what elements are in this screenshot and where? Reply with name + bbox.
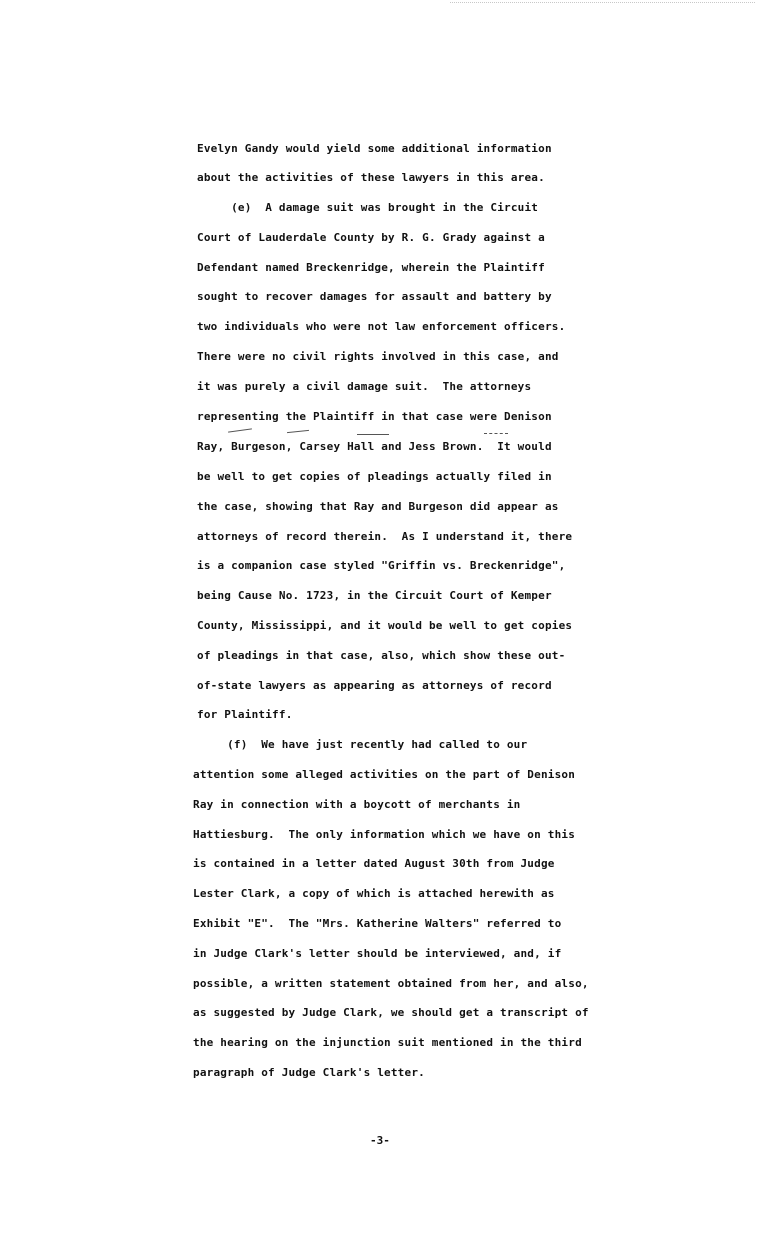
scan-edge-rule	[450, 2, 755, 3]
text-line: Exhibit "E". The "Mrs. Katherine Walters" referred to	[193, 917, 562, 930]
text-line: in Judge Clark's letter should be interviewed, and, if	[193, 947, 562, 960]
page-number: -3-	[370, 1134, 390, 1147]
text-line: as suggested by Judge Clark, we should get a transcript of	[193, 1006, 589, 1019]
text-line: County, Mississippi, and it would be well to get copies	[197, 619, 573, 632]
text-line: sought to recover damages for assault and battery by	[197, 290, 552, 303]
text-line: about the activities of these lawyers in this area.	[197, 171, 545, 184]
handwritten-underline-mark	[484, 433, 508, 434]
text-line: possible, a written statement obtained from her, and also,	[193, 977, 589, 990]
text-line: for Plaintiff.	[197, 708, 293, 721]
text-line: being Cause No. 1723, in the Circuit Court of Kemper	[197, 589, 552, 602]
text-line: (e) A damage suit was brought in the Circuit	[197, 201, 539, 214]
text-line: is a companion case styled "Griffin vs. Breckenridge",	[197, 559, 566, 572]
text-line: (f) We have just recently had called to our	[193, 738, 528, 751]
text-line: Evelyn Gandy would yield some additional information	[197, 142, 552, 155]
text-line: attention some alleged activities on the part of Denison	[193, 768, 576, 781]
text-line: the case, showing that Ray and Burgeson did appear as	[197, 500, 559, 513]
text-line: There were no civil rights involved in this case, and	[197, 350, 559, 363]
text-line: the hearing on the injunction suit mentioned in the third	[193, 1036, 582, 1049]
handwritten-underline-mark	[357, 434, 389, 435]
text-line: of-state lawyers as appearing as attorneys of record	[197, 679, 552, 692]
text-line: representing the Plaintiff in that case were Denison	[197, 410, 552, 423]
text-line: paragraph of Judge Clark's letter.	[193, 1066, 425, 1079]
text-line: is contained in a letter dated August 30th from Judge	[193, 857, 555, 870]
text-line: it was purely a civil damage suit. The attorneys	[197, 380, 532, 393]
text-line: two individuals who were not law enforcement officers.	[197, 320, 566, 333]
text-line: Ray in connection with a boycott of merchants in	[193, 798, 521, 811]
handwritten-underline-mark	[287, 430, 309, 433]
text-line: Ray, Burgeson, Carsey Hall and Jess Brown. It would	[197, 440, 552, 453]
handwritten-underline-mark	[228, 428, 252, 432]
text-line: be well to get copies of pleadings actually filed in	[197, 470, 552, 483]
text-line: Lester Clark, a copy of which is attached herewith as	[193, 887, 555, 900]
text-line: attorneys of record therein. As I understand it, there	[197, 530, 573, 543]
text-line: Court of Lauderdale County by R. G. Grady against a	[197, 231, 545, 244]
text-line: Defendant named Breckenridge, wherein the Plaintiff	[197, 261, 545, 274]
text-line: of pleadings in that case, also, which show these out-	[197, 649, 566, 662]
text-line: Hattiesburg. The only information which we have on this	[193, 828, 576, 841]
